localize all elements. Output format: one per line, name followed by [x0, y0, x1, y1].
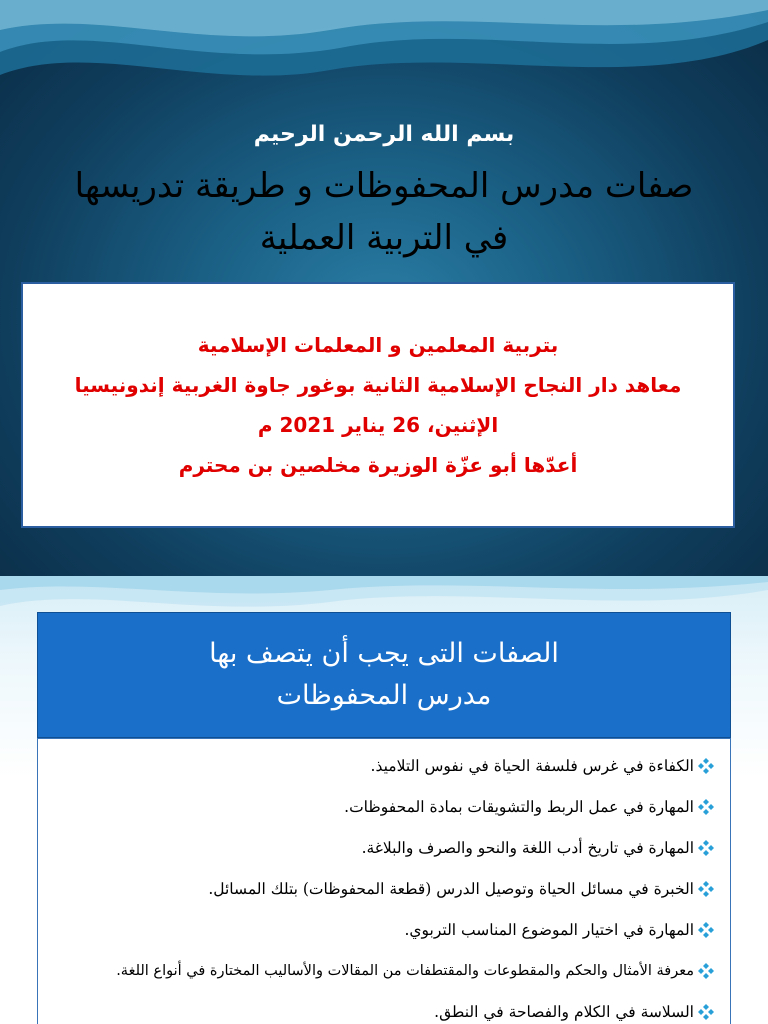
bullet-text: المهارة في عمل الربط والتشويقات بمادة المحفوظات. [344, 797, 694, 816]
info-institution: بتربية المعلمين و المعلمات الإسلامية [197, 333, 559, 357]
bullet-text: الخبرة في مسائل الحياة وتوصيل الدرس (قطعة المحفوظات) بتلك المسائل. [208, 879, 694, 898]
list-item [48, 868, 714, 909]
header-line-2: مدرس المحفوظات [276, 680, 492, 711]
list-item [48, 827, 714, 868]
bullet-text: الكفاءة في غرس فلسفة الحياة في نفوس التلاميذ. [370, 756, 694, 775]
basmala-heading: بسم الله الرحمن الرحيم [253, 122, 515, 147]
diamond-cluster-icon [698, 881, 714, 897]
bullet-text: السلاسة في الكلام والفصاحة في النطق. [434, 1002, 694, 1021]
info-box [21, 282, 735, 528]
decorative-waves [0, 0, 768, 120]
qualities-list [38, 739, 730, 1024]
title-line-2: في التربية العملية [259, 218, 509, 258]
bullet-list-box [37, 738, 731, 1024]
content-slide [0, 576, 768, 1024]
diamond-cluster-icon [698, 840, 714, 856]
list-item [48, 950, 714, 991]
diamond-cluster-icon [698, 758, 714, 774]
list-item [48, 909, 714, 950]
diamond-cluster-icon [698, 799, 714, 815]
slide-header [37, 612, 731, 738]
info-school: معاهد دار النجاح الإسلامية الثانية بوغور جاوة الغربية إندونيسيا [74, 373, 682, 397]
list-item [48, 745, 714, 786]
header-line-1: الصفات التى يجب أن يتصف بها [209, 638, 559, 669]
diamond-cluster-icon [698, 922, 714, 938]
info-date: الإثنين، 26 يناير 2021 م [257, 413, 499, 437]
diamond-cluster-icon [698, 963, 714, 979]
bullet-text: المهارة في اختيار الموضوع المناسب التربوي. [404, 920, 694, 939]
list-item [48, 991, 714, 1024]
info-author: أعدّها أبو عزّة الوزيرة مخلصين بن محترم [178, 453, 578, 477]
title-line-1: صفات مدرس المحفوظات و طريقة تدريسها [74, 166, 694, 206]
bullet-text: المهارة في تاريخ أدب اللغة والنحو والصرف والبلاغة. [361, 838, 694, 857]
bullet-text: معرفة الأمثال والحكم والمقطوعات والمقتطفات من المقالات والأساليب المختارة في أنواع اللغة. [116, 962, 694, 979]
presentation-title [20, 160, 748, 264]
list-item [48, 786, 714, 827]
diamond-cluster-icon [698, 1004, 714, 1020]
